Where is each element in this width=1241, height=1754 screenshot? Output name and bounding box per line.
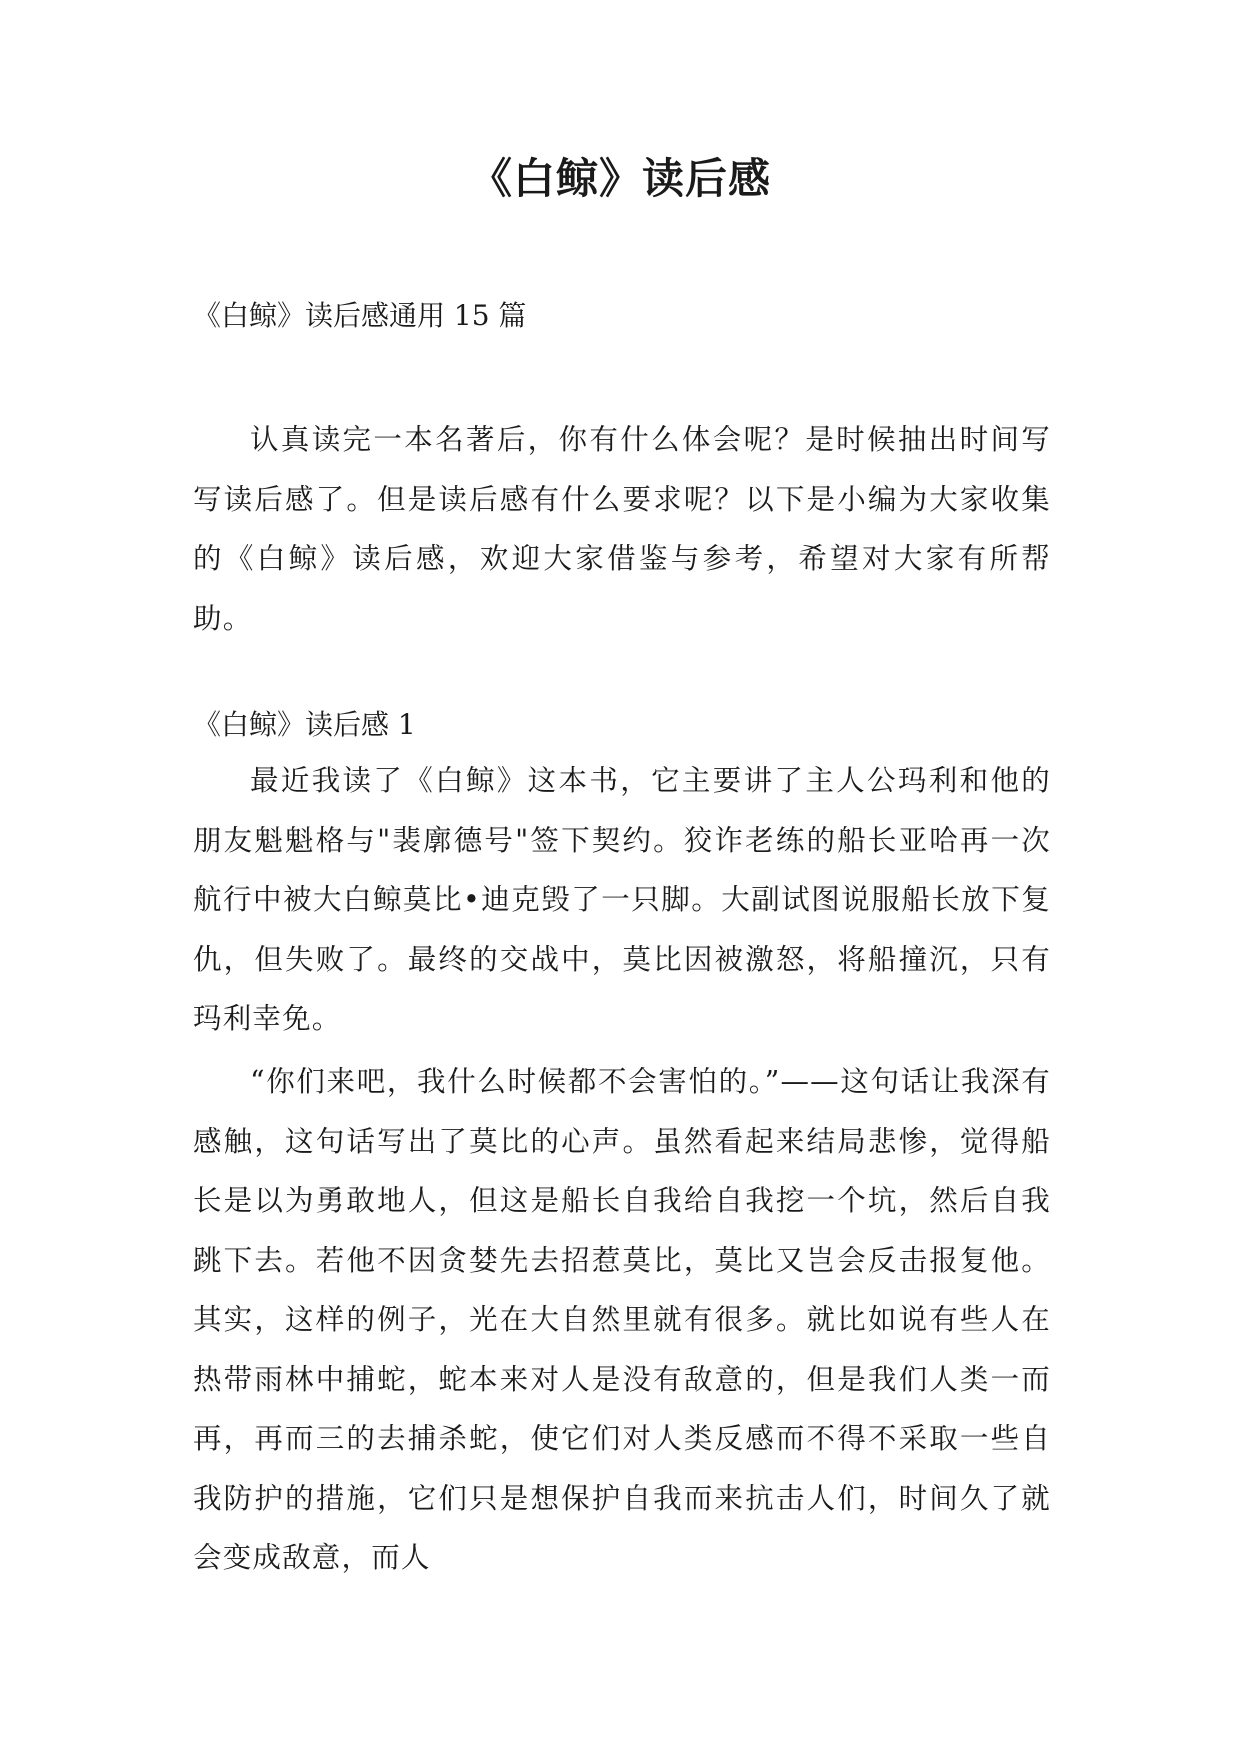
section-heading-1: 《白鲸》读后感 1	[193, 708, 416, 741]
intro-paragraph: 认真读完一本名著后，你有什么体会呢？是时候抽出时间写写读后感了。但是读后感有什么要求呢？以下是小编为大家收集的《白鲸》读后感，欢迎大家借鉴与参考，希望对大家有所帮助。	[193, 423, 1051, 635]
section-1-paragraph-1: 最近我读了《白鲸》这本书，它主要讲了主人公玛利和他的朋友魁魁格与"裴廓德号"签下契约。狡诈老练的船长亚哈再一次航行中被大白鲸莫比•迪克毁了一只脚。大副试图说服船长放下复仇，但失败了。最终的交战中，莫比因被激怒，将船撞沉，只有玛利幸免。	[193, 764, 1051, 1035]
document-title: 《白鲸》读后感	[469, 154, 771, 203]
section-1-paragraph-2: “你们来吧，我什么时候都不会害怕的。”——这句话让我深有感触，这句话写出了莫比的心声。虽然看起来结局悲惨，觉得船长是以为勇敢地人，但这是船长自我给自我挖一个坑，然后自我跳下去。若他不因贪婪先去招惹莫比，莫比又岂会反击报复他。其实，这样的例子，光在大自然里就有很多。就比如说有些人在热带雨林中捕蛇，蛇本来对人是没有敌意的，但是我们人类一而再，再而三的去捕杀蛇，使它们对人类反感而不得不采取一些自我防护的措施，它们只是想保护自我而来抗击人们，时间久了就会变成敌意，而人	[193, 1065, 1051, 1574]
document-subtitle: 《白鲸》读后感通用 15 篇	[193, 299, 527, 332]
